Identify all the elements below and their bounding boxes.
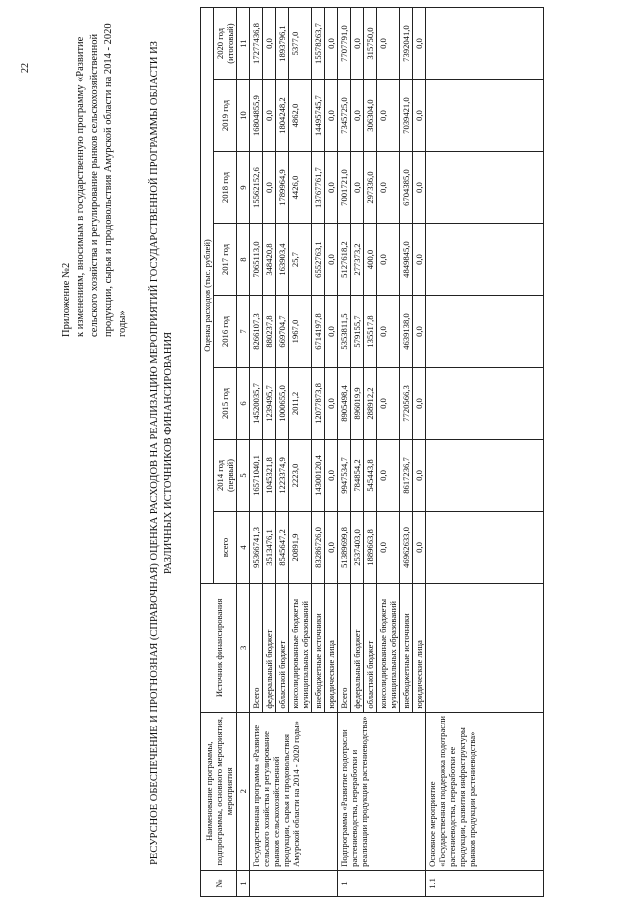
empty-cell <box>426 224 544 296</box>
header-2015: 2015 год <box>214 368 237 440</box>
amount-cell: 7065113,0 <box>250 224 263 296</box>
amount-cell: 0,0 <box>351 152 364 224</box>
amount-cell: 400,0 <box>364 224 377 296</box>
amount-cell: 0,0 <box>413 368 426 440</box>
amount-cell: 1000655,0 <box>276 368 289 440</box>
column-number: 11 <box>237 8 250 80</box>
amount-cell: 4426,0 <box>289 152 312 224</box>
funding-source: федеральный бюджет <box>263 583 276 712</box>
column-number: 8 <box>237 224 250 296</box>
appendix-block <box>60 12 130 337</box>
amount-cell: 8905498,4 <box>338 368 351 440</box>
empty-cell <box>426 368 544 440</box>
amount-cell: 163903,4 <box>276 224 289 296</box>
amount-cell: 0,0 <box>413 440 426 512</box>
amount-cell: 0,0 <box>413 8 426 80</box>
row-number: 1.1 <box>426 870 544 896</box>
amount-cell: 5353811,5 <box>338 296 351 368</box>
appendix-text: к изменениям, вносимым в государственную программу «Развитие сельского хозяйства и регулирование рынков сельскохозяйственной продукции, сырья и продовольствия Амурской области на 2014 - 2020 годы» <box>75 23 128 337</box>
page-number: 22 <box>20 63 31 73</box>
amount-cell: 83286726,0 <box>312 511 325 583</box>
empty-cell <box>426 583 544 712</box>
amount-cell: 297336,0 <box>364 152 377 224</box>
amount-cell: 2223,0 <box>289 440 312 512</box>
amount-cell: 0,0 <box>413 296 426 368</box>
funding-source: консолидированные бюджеты муниципальных образований <box>289 583 312 712</box>
amount-cell: 8617236,7 <box>400 440 413 512</box>
funding-source: федеральный бюджет <box>351 583 364 712</box>
column-number: 3 <box>237 583 250 712</box>
appendix-title: Приложение №2 <box>61 262 72 337</box>
amount-cell: 7345725,0 <box>338 80 351 152</box>
amount-cell: 0,0 <box>351 80 364 152</box>
column-number: 4 <box>237 511 250 583</box>
header-2019: 2019 год <box>214 80 237 152</box>
amount-cell: 0,0 <box>325 80 338 152</box>
amount-cell: 7720566,3 <box>400 368 413 440</box>
header-2018: 2018 год <box>214 152 237 224</box>
amount-cell: 9947534,7 <box>338 440 351 512</box>
amount-cell: 669704,7 <box>276 296 289 368</box>
funding-source: юридические лица <box>325 583 338 712</box>
amount-cell: 0,0 <box>325 368 338 440</box>
empty-cell <box>426 80 544 152</box>
amount-cell: 1893796,1 <box>276 8 289 80</box>
amount-cell: 0,0 <box>325 224 338 296</box>
amount-cell: 46962633,0 <box>400 511 413 583</box>
amount-cell: 1239495,7 <box>263 368 276 440</box>
document-title: РЕСУРСНОЕ ОБЕСПЕЧЕНИЕ И ПРОГНОЗНАЯ (СПРАВОЧНАЯ) ОЦЕНКА РАСХОДОВ НА РЕАЛИЗАЦИЮ МЕРОПРИЯТИЙ ГОСУДАРСТВЕННОЙ ПРОГРАММЫ ОБЛАСТИ ИЗ РАЗЛИЧНЫХ ИСТОЧНИКОВ ФИНАНСИРОВАНИЯ <box>149 41 174 865</box>
amount-cell: 0,0 <box>325 152 338 224</box>
amount-cell: 306304,0 <box>364 80 377 152</box>
amount-cell: 4639138,0 <box>400 296 413 368</box>
amount-cell: 2011,2 <box>289 368 312 440</box>
amount-cell: 0,0 <box>377 224 400 296</box>
amount-cell: 14495745,7 <box>312 80 325 152</box>
table-row <box>338 8 351 897</box>
amount-cell: 7001721,0 <box>338 152 351 224</box>
amount-cell: 1804248,2 <box>276 80 289 152</box>
amount-cell: 784854,2 <box>351 440 364 512</box>
amount-cell: 7039421,0 <box>400 80 413 152</box>
column-number: 10 <box>237 80 250 152</box>
funding-source: областной бюджет <box>276 583 289 712</box>
amount-cell: 315750,0 <box>364 8 377 80</box>
amount-cell: 0,0 <box>377 152 400 224</box>
header-2014: 2014 год (первый) <box>214 440 237 512</box>
header-num: № <box>201 870 237 896</box>
empty-cell <box>426 296 544 368</box>
amount-cell: 1889663,8 <box>364 511 377 583</box>
amount-cell: 0,0 <box>325 296 338 368</box>
amount-cell: 25,7 <box>289 224 312 296</box>
amount-cell: 12077873,8 <box>312 368 325 440</box>
amount-cell: 1045321,8 <box>263 440 276 512</box>
amount-cell: 14520035,7 <box>250 368 263 440</box>
amount-cell: 277373,2 <box>351 224 364 296</box>
amount-cell: 348420,8 <box>263 224 276 296</box>
table-row <box>250 8 263 897</box>
empty-cell <box>426 511 544 583</box>
amount-cell: 16804855,9 <box>250 80 263 152</box>
amount-cell: 0,0 <box>377 511 400 583</box>
amount-cell: 579155,7 <box>351 296 364 368</box>
amount-cell: 7392041,0 <box>400 8 413 80</box>
amount-cell: 6704385,0 <box>400 152 413 224</box>
amount-cell: 0,0 <box>377 296 400 368</box>
column-number: 1 <box>237 870 250 896</box>
funding-source: Всего <box>338 583 351 712</box>
funding-source: Всего <box>250 583 263 712</box>
amount-cell: 288912,2 <box>364 368 377 440</box>
amount-cell: 0,0 <box>413 224 426 296</box>
amount-cell: 5377,0 <box>289 8 312 80</box>
amount-cell: 0,0 <box>325 8 338 80</box>
header-source: Источник финансирования <box>201 583 237 712</box>
amount-cell: 3513476,1 <box>263 511 276 583</box>
program-name: Подпрограмма «Развитие подотрасли растениеводства, переработки и реализации продукции растениеводства» <box>338 712 426 870</box>
column-number: 6 <box>237 368 250 440</box>
header-2020: 2020 год (итоговый) <box>214 8 237 80</box>
amount-cell: 15578263,7 <box>312 8 325 80</box>
funding-source: внебюджетные источники <box>312 583 325 712</box>
amount-cell: 17277436,8 <box>250 8 263 80</box>
table-row <box>426 8 544 897</box>
amount-cell: 14300120,4 <box>312 440 325 512</box>
amount-cell: 135517,8 <box>364 296 377 368</box>
empty-cell <box>426 152 544 224</box>
header-2016: 2016 год <box>214 296 237 368</box>
column-number: 5 <box>237 440 250 512</box>
funding-source: юридические лица <box>413 583 426 712</box>
amount-cell: 0,0 <box>413 511 426 583</box>
amount-cell: 0,0 <box>263 152 276 224</box>
funding-table <box>200 7 544 897</box>
empty-cell <box>426 8 544 80</box>
amount-cell: 0,0 <box>413 80 426 152</box>
amount-cell: 95366741,3 <box>250 511 263 583</box>
column-number: 7 <box>237 296 250 368</box>
amount-cell: 15562152,6 <box>250 152 263 224</box>
amount-cell: 6552763,1 <box>312 224 325 296</box>
amount-cell: 1789964,9 <box>276 152 289 224</box>
header-estimate: Оценка расходов (тыс. рублей) <box>201 8 214 584</box>
program-name: Государственная программа «Развитие сельского хозяйства и регулирование рынков сельскохозяйственной продукции, сырья и продовольствия Амурской области на 2014 - 2020 годы» <box>250 712 338 870</box>
amount-cell: 2537403,0 <box>351 511 364 583</box>
amount-cell: 545443,8 <box>364 440 377 512</box>
header-2017: 2017 год <box>214 224 237 296</box>
amount-cell: 0,0 <box>377 368 400 440</box>
funding-source: внебюджетные источники <box>400 583 413 712</box>
empty-cell <box>426 440 544 512</box>
funding-source: областной бюджет <box>364 583 377 712</box>
amount-cell: 16571040,1 <box>250 440 263 512</box>
amount-cell: 7707791,0 <box>338 8 351 80</box>
amount-cell: 0,0 <box>325 440 338 512</box>
amount-cell: 0,0 <box>325 511 338 583</box>
amount-cell: 4849845,0 <box>400 224 413 296</box>
amount-cell: 0,0 <box>263 80 276 152</box>
header-total: всего <box>214 511 237 583</box>
amount-cell: 6714197,8 <box>312 296 325 368</box>
amount-cell: 20891,9 <box>289 511 312 583</box>
header-name: Наименование программы, подпрограммы, основного мероприятия, мероприятия <box>201 712 237 870</box>
row-number <box>250 870 338 896</box>
program-name: Основное мероприятие «Государственная поддержка подотрасли растениеводства, переработки ее продукции, развития инфраструктуры рынков продукции растениеводства» <box>426 712 544 870</box>
amount-cell: 0,0 <box>413 152 426 224</box>
funding-source: консолидированные бюджеты муниципальных образований <box>377 583 400 712</box>
amount-cell: 1967,0 <box>289 296 312 368</box>
amount-cell: 8545647,2 <box>276 511 289 583</box>
amount-cell: 0,0 <box>377 80 400 152</box>
row-number: 1 <box>338 870 426 896</box>
amount-cell: 0,0 <box>377 440 400 512</box>
amount-cell: 0,0 <box>377 8 400 80</box>
amount-cell: 13767761,7 <box>312 152 325 224</box>
column-number-row <box>237 8 250 897</box>
amount-cell: 0,0 <box>263 8 276 80</box>
amount-cell: 51389699,8 <box>338 511 351 583</box>
amount-cell: 0,0 <box>351 8 364 80</box>
amount-cell: 4862,0 <box>289 80 312 152</box>
amount-cell: 8266107,3 <box>250 296 263 368</box>
column-number: 2 <box>237 712 250 870</box>
amount-cell: 880237,8 <box>263 296 276 368</box>
column-number: 9 <box>237 152 250 224</box>
amount-cell: 5127618,2 <box>338 224 351 296</box>
amount-cell: 896019,9 <box>351 368 364 440</box>
amount-cell: 1223374,9 <box>276 440 289 512</box>
table-body <box>250 8 544 897</box>
